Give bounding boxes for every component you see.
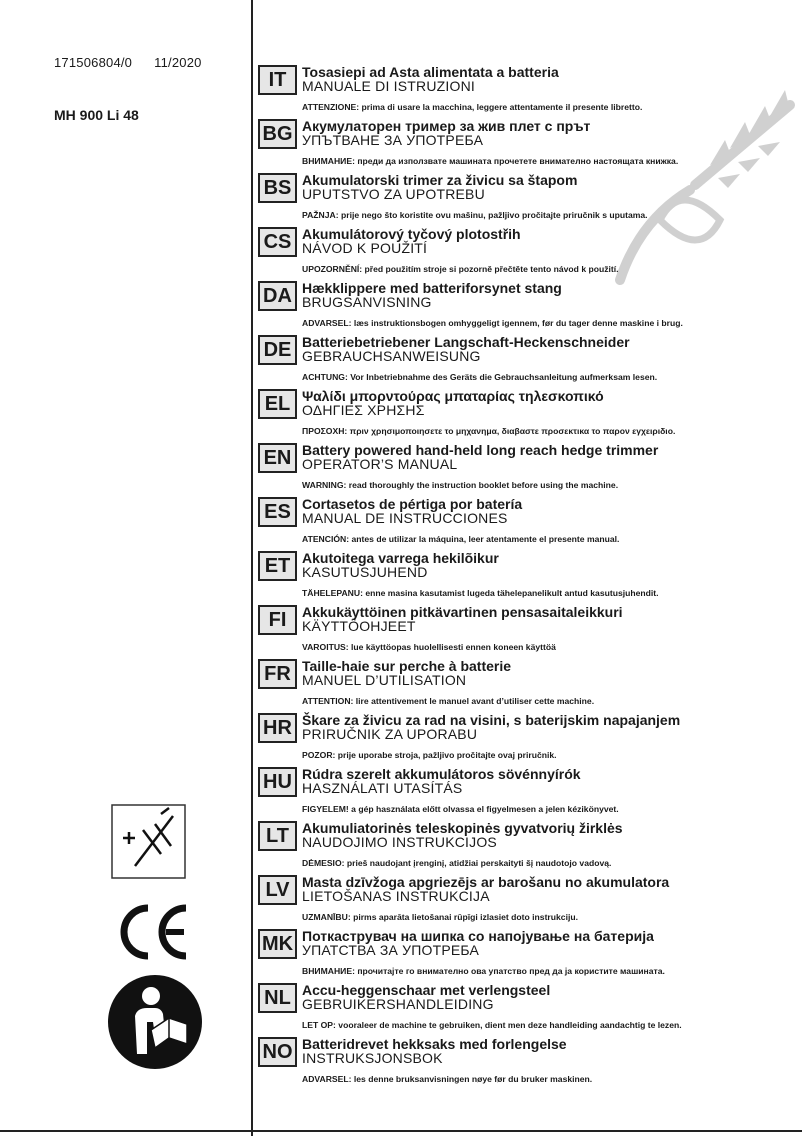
warning-text: ADVARSEL: læs instruktionsbogen omhyggeligt igennem, før du tager denne maskine i brug. [302, 318, 683, 328]
product-title: Поткаструвач на шипка со напојување на батерија [302, 928, 654, 944]
product-title: Акумулаторен тример за жив плет с прът [302, 118, 591, 134]
language-code-badge: HR [258, 713, 297, 743]
vertical-divider [251, 0, 253, 1136]
document-date: 11/2020 [154, 55, 202, 70]
language-code-badge: BG [258, 119, 297, 149]
product-title: Masta dzīvžoga apgriezējs ar barošanu no akumulatora [302, 874, 670, 890]
product-title: Ψαλίδι μπορντούρας μπαταρίας τηλεσκοπικό [302, 388, 604, 404]
warning-text: TÄHELEPANU: enne masina kasutamist lugeda tähelepanelikult antud kasutusjuhendit. [302, 588, 659, 598]
product-title: Batteriebetriebener Langschaft-Heckenschneider [302, 334, 630, 350]
manual-title: UPUTSTVO ZA UPOTREBU [302, 186, 485, 202]
language-code-badge: BS [258, 173, 297, 203]
manual-title: INSTRUKSJONSBOK [302, 1050, 443, 1066]
bottom-rule [0, 1130, 802, 1132]
ce-mark-icon [114, 902, 194, 962]
product-title: Akutoitega varrega hekilõikur [302, 550, 499, 566]
product-title: Tosasiepi ad Asta alimentata a batteria [302, 64, 559, 80]
product-title: Škare za živicu za rad na visini, s baterijskim napajanjem [302, 712, 681, 728]
manual-title: HASZNÁLATI UTASÍTÁS [302, 780, 463, 796]
language-code-badge: HU [258, 767, 297, 797]
warning-text: DĖMESIO: prieš naudojant įrenginį, atidžiai perskaityti šį naudotojo vadovą. [302, 858, 612, 868]
language-code-badge: FR [258, 659, 297, 689]
language-code-badge: CS [258, 227, 297, 257]
product-title: Cortasetos de pértiga por batería [302, 496, 523, 512]
product-title: Akumuliatorinės teleskopinės gyvatvorių žirklės [302, 820, 623, 836]
language-code-badge: FI [258, 605, 297, 635]
manual-title: MANUAL DE INSTRUCCIONES [302, 510, 508, 526]
warning-text: WARNING: read thoroughly the instruction booklet before using the machine. [302, 480, 619, 490]
manual-title: NÁVOD K POUŽITÍ [302, 240, 428, 256]
manual-title: LIETOŠANAS INSTRUKCIJA [302, 888, 490, 904]
warning-text: ADVARSEL: les denne bruksanvisningen nøye før du bruker maskinen. [302, 1074, 593, 1084]
product-title: Akumulatorski trimer za živicu sa štapom [302, 172, 578, 188]
language-code-badge: MK [258, 929, 297, 959]
document-number-line [54, 55, 202, 70]
warning-text: ATENCIÓN: antes de utilizar la máquina, leer atentamente el presente manual. [302, 534, 620, 544]
warning-text: ΠΡΟΣΟΧΗ: πριν χρησιμοποιησετε το μηχανημα, διαβαστε προσεκτικα το παρον εγχειριδιο. [302, 426, 676, 436]
warning-text: UZMANĪBU: pirms aparāta lietošanai rūpīgi izlasiet doto instrukciju. [302, 912, 578, 922]
language-code-badge: ET [258, 551, 297, 581]
warning-text: POZOR: prije uporabe stroja, pažljivo pročitajte ovaj priručnik. [302, 750, 557, 760]
warning-text: ВНИМАНИЕ: преди да използвате машината прочетете внимателно настоящата книжка. [302, 156, 679, 166]
manual-title: PRIRUČNIK ZA UPORABU [302, 726, 478, 742]
manual-title: УПЪТВАНЕ ЗА УПОТРЕБА [302, 132, 484, 148]
language-code-badge: NL [258, 983, 297, 1013]
manual-title: MANUALE DI ISTRUZIONI [302, 78, 475, 94]
language-code-badge: DA [258, 281, 297, 311]
read-manual-icon [107, 974, 203, 1070]
manual-title: NAUDOJIMO INSTRUKCIJOS [302, 834, 497, 850]
language-code-badge: EN [258, 443, 297, 473]
battery-symbol-icon [111, 804, 186, 879]
language-code-badge: NO [258, 1037, 297, 1067]
manual-title: УПАТСТВА ЗА УПОТРЕБА [302, 942, 480, 958]
manual-title: BRUGSANVISNING [302, 294, 432, 310]
warning-text: ВНИМАНИЕ: прочитајте го внимателно ова упатство пред да ја користите машината. [302, 966, 665, 976]
product-title: Accu-heggenschaar met verlengsteel [302, 982, 551, 998]
product-title: Hækklippere med batteriforsynet stang [302, 280, 562, 296]
document-number: 171506804/0 [54, 55, 133, 70]
language-code-badge: LT [258, 821, 297, 851]
product-title: Taille-haie sur perche à batterie [302, 658, 512, 674]
manual-title: OPERATOR’S MANUAL [302, 456, 458, 472]
warning-text: UPOZORNĚNÍ: před použitím stroje si pozorně přečtěte tento návod k použití. [302, 264, 619, 274]
manual-title: MANUEL D’UTILISATION [302, 672, 467, 688]
manual-title: KASUTUSJUHEND [302, 564, 428, 580]
manual-title: ΟΔΗΓΙΕΣ ΧΡΗΣΗΣ [302, 402, 425, 418]
product-title: Batteridrevet hekksaks med forlengelse [302, 1036, 567, 1052]
warning-text: ATTENZIONE: prima di usare la macchina, leggere attentamente il presente libretto. [302, 102, 643, 112]
model-name: MH 900 Li 48 [54, 107, 139, 123]
warning-text: PAŽNJA: prije nego što koristite ovu mašinu, pažljivo pročitajte priručnik s uputama. [302, 210, 648, 220]
language-code-badge: EL [258, 389, 297, 419]
language-code-badge: IT [258, 65, 297, 95]
product-title: Rúdra szerelt akkumulátoros sövénnyírók [302, 766, 581, 782]
warning-text: ACHTUNG: Vor Inbetriebnahme des Geräts die Gebrauchsanleitung aufmerksam lesen. [302, 372, 658, 382]
manual-title: KÄYTTÖOHJEET [302, 618, 416, 634]
product-title: Battery powered hand-held long reach hedge trimmer [302, 442, 659, 458]
warning-text: ATTENTION: lire attentivement le manuel avant d’utiliser cette machine. [302, 696, 595, 706]
warning-text: LET OP: vooraleer de machine te gebruiken, dient men deze handleiding aandachtig te lezen. [302, 1020, 682, 1030]
product-title: Akumulátorový tyčový plotostřih [302, 226, 521, 242]
warning-text: VAROITUS: lue käyttöopas huolellisesti ennen koneen käyttöä [302, 642, 556, 652]
warning-text: FIGYELEM! a gép használata előtt olvassa el figyelmesen a jelen kézikönyvet. [302, 804, 619, 814]
manual-title: GEBRUIKERSHANDLEIDING [302, 996, 494, 1012]
language-code-badge: DE [258, 335, 297, 365]
language-code-badge: ES [258, 497, 297, 527]
language-code-badge: LV [258, 875, 297, 905]
product-title: Akkukäyttöinen pitkävartinen pensasaitaleikkuri [302, 604, 623, 620]
manual-title: GEBRAUCHSANWEISUNG [302, 348, 481, 364]
